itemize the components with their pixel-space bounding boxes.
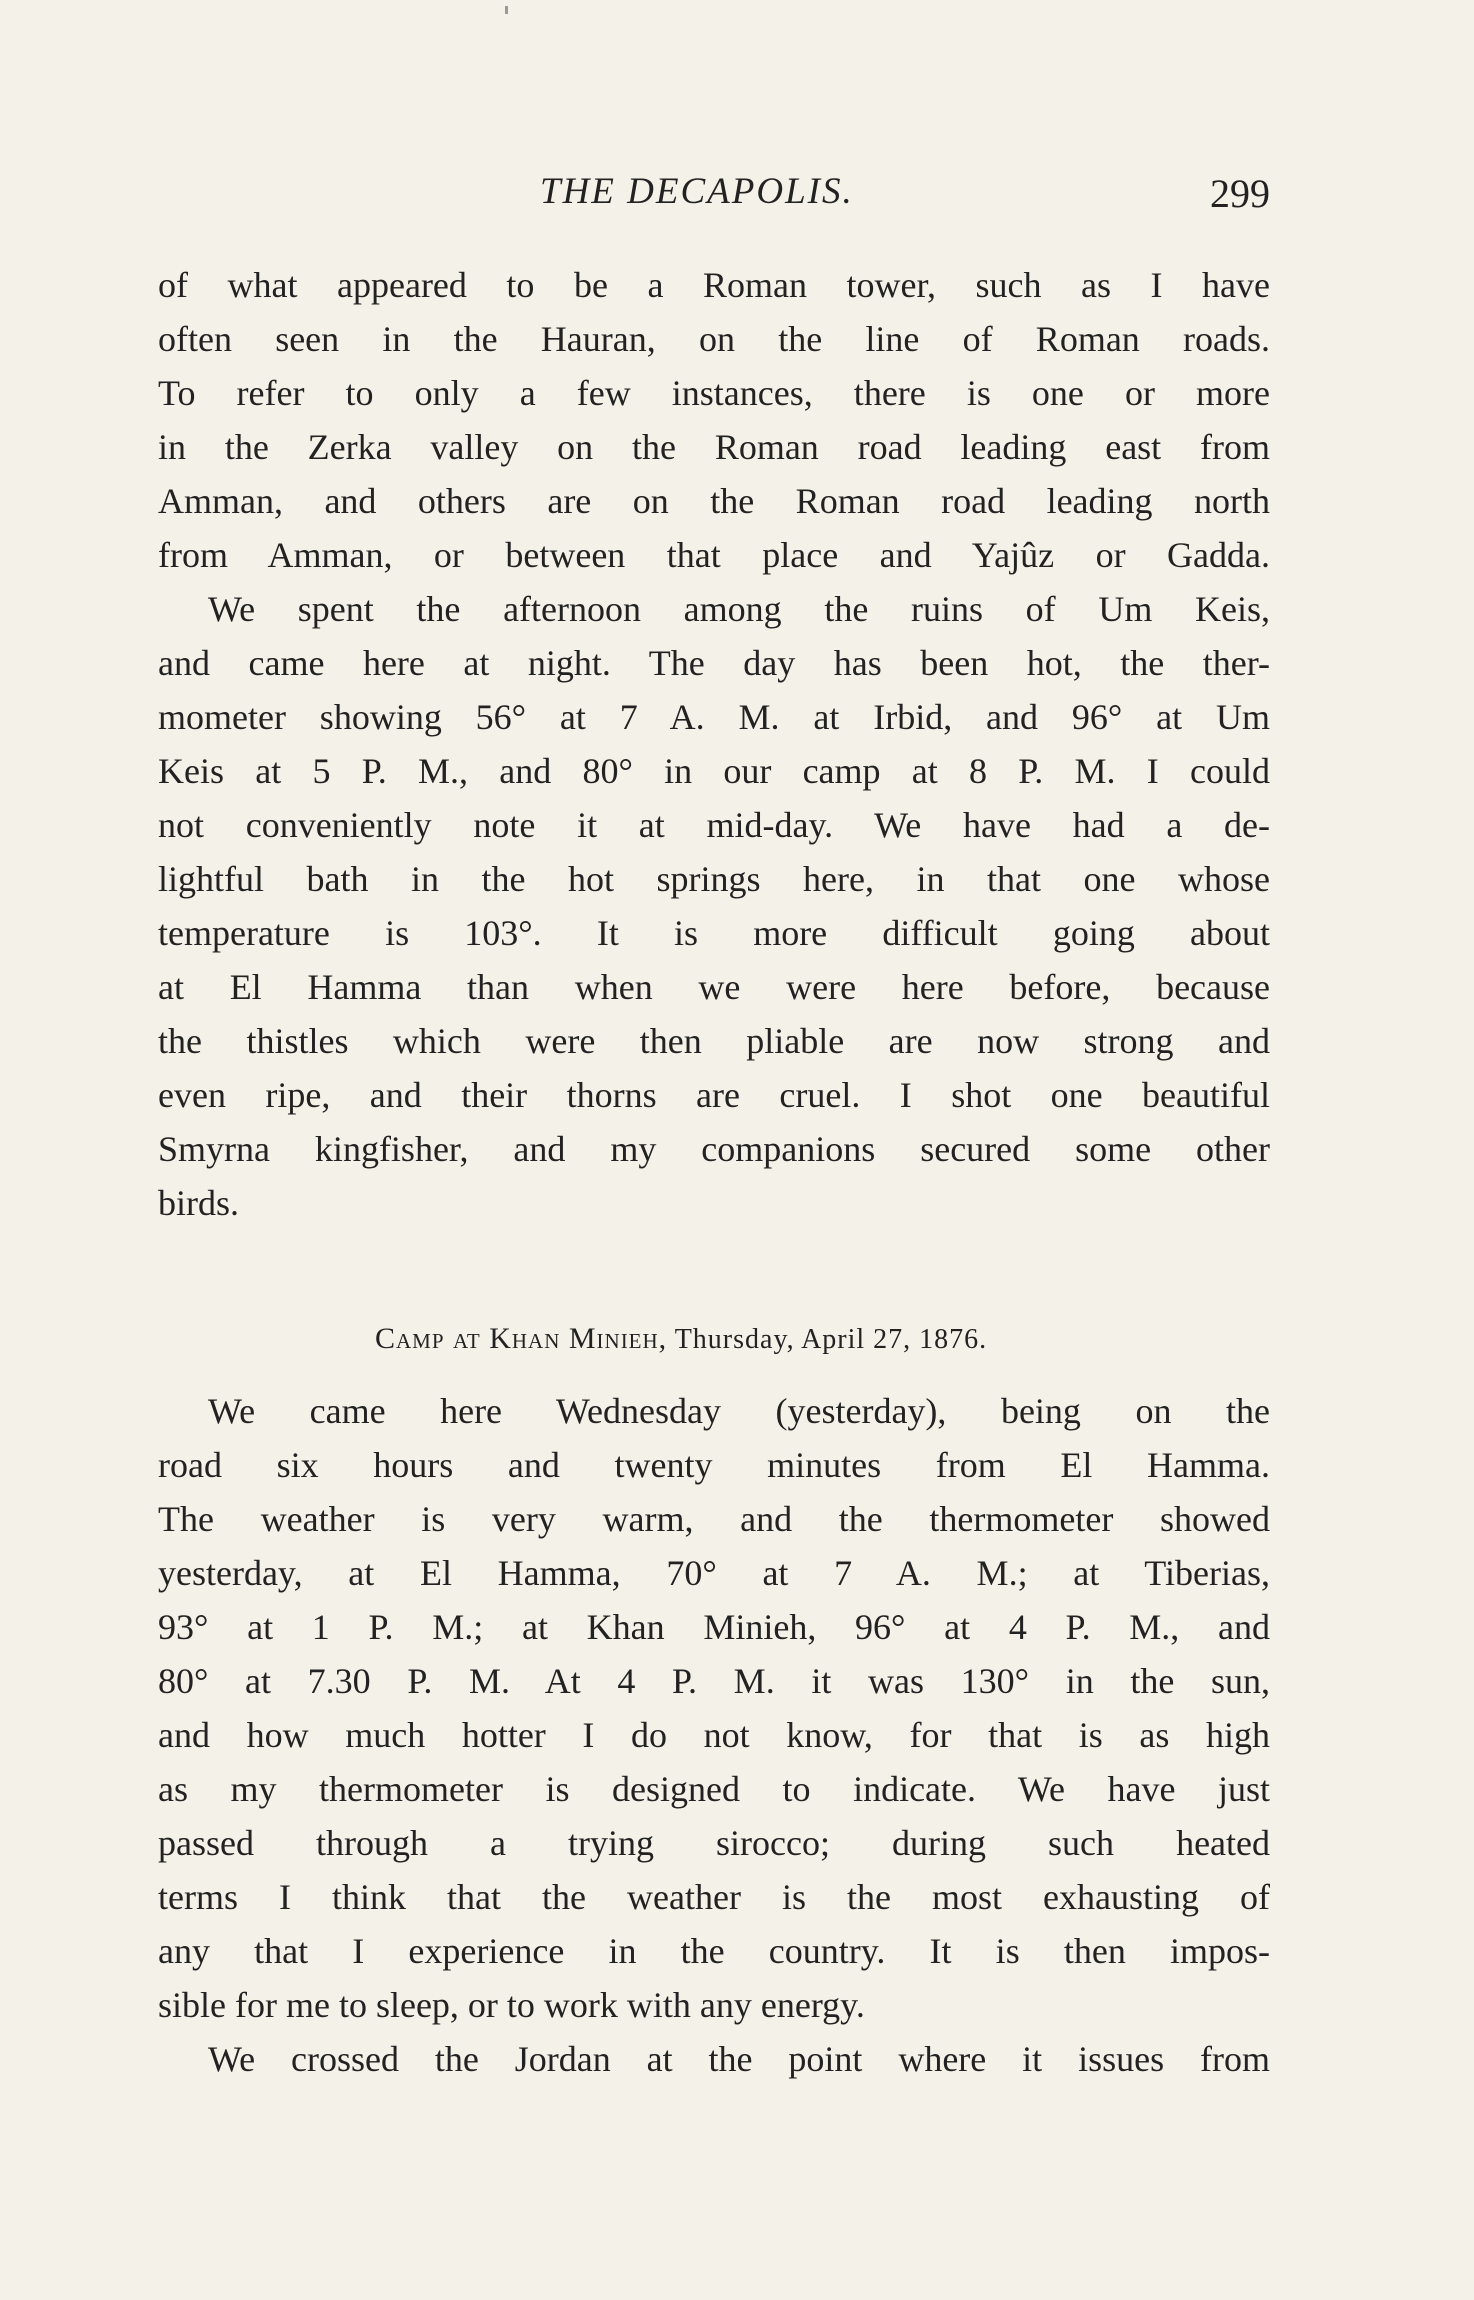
dateline-date: Thursday, April 27, 1876. [674, 1324, 988, 1355]
text-line: Smyrna kingfisher, and my companions secured some other [158, 1129, 1270, 1169]
text-line: We came here Wednesday (yesterday), being on the [208, 1391, 1270, 1431]
dateline [375, 1322, 987, 1356]
text-line: birds. [158, 1183, 239, 1223]
running-title: THE DECAPOLIS. [540, 171, 854, 212]
text-line: yesterday, at El Hamma, 70° at 7 A. M.; at Tiberias, [158, 1553, 1270, 1593]
paragraph-block-2 [158, 1384, 1270, 2086]
text-line: and came here at night. The day has been hot, the ther- [158, 643, 1270, 683]
text-line: Keis at 5 P. M., and 80° in our camp at 8 P. M. I could [158, 751, 1270, 791]
text-line: mometer showing 56° at 7 A. M. at Irbid, and 96° at Um [158, 697, 1270, 737]
text-line: road six hours and twenty minutes from El Hamma. [158, 1445, 1270, 1485]
text-line: from Amman, or between that place and Yajûz or Gadda. [158, 535, 1270, 575]
print-mark [505, 6, 508, 14]
text-line: Amman, and others are on the Roman road leading north [158, 481, 1270, 521]
page-number: 299 [1210, 171, 1270, 216]
text-line: often seen in the Hauran, on the line of Roman roads. [158, 319, 1270, 359]
dateline-place: Camp at Khan Minieh, [375, 1322, 668, 1355]
text-line: sible for me to sleep, or to work with any energy. [158, 1985, 865, 2025]
text-line: any that I experience in the country. It is then impos- [158, 1931, 1270, 1971]
text-line: 80° at 7.30 P. M. At 4 P. M. it was 130° in the sun, [158, 1661, 1270, 1701]
text-line: not conveniently note it at mid-day. We have had a de- [158, 805, 1270, 845]
text-line: temperature is 103°. It is more difficult going about [158, 913, 1270, 953]
text-line: The weather is very warm, and the thermometer showed [158, 1499, 1270, 1539]
text-line: To refer to only a few instances, there is one or more [158, 373, 1270, 413]
text-line: at El Hamma than when we were here before, because [158, 967, 1270, 1007]
paragraph-block-1 [158, 258, 1270, 1230]
text-line: as my thermometer is designed to indicate. We have just [158, 1769, 1270, 1809]
text-line: passed through a trying sirocco; during such heated [158, 1823, 1270, 1863]
text-line: even ripe, and their thorns are cruel. I shot one beautiful [158, 1075, 1270, 1115]
text-line: We crossed the Jordan at the point where it issues from [208, 2039, 1270, 2079]
text-line: in the Zerka valley on the Roman road leading east from [158, 427, 1270, 467]
text-line: We spent the afternoon among the ruins of Um Keis, [208, 589, 1270, 629]
text-line: the thistles which were then pliable are now strong and [158, 1021, 1270, 1061]
text-line: terms I think that the weather is the most exhausting of [158, 1877, 1270, 1917]
text-line: of what appeared to be a Roman tower, such as I have [158, 265, 1270, 305]
text-line: and how much hotter I do not know, for that is as high [158, 1715, 1270, 1755]
text-line: 93° at 1 P. M.; at Khan Minieh, 96° at 4 P. M., and [158, 1607, 1270, 1647]
running-header [158, 170, 1270, 230]
text-line: lightful bath in the hot springs here, in that one whose [158, 859, 1270, 899]
